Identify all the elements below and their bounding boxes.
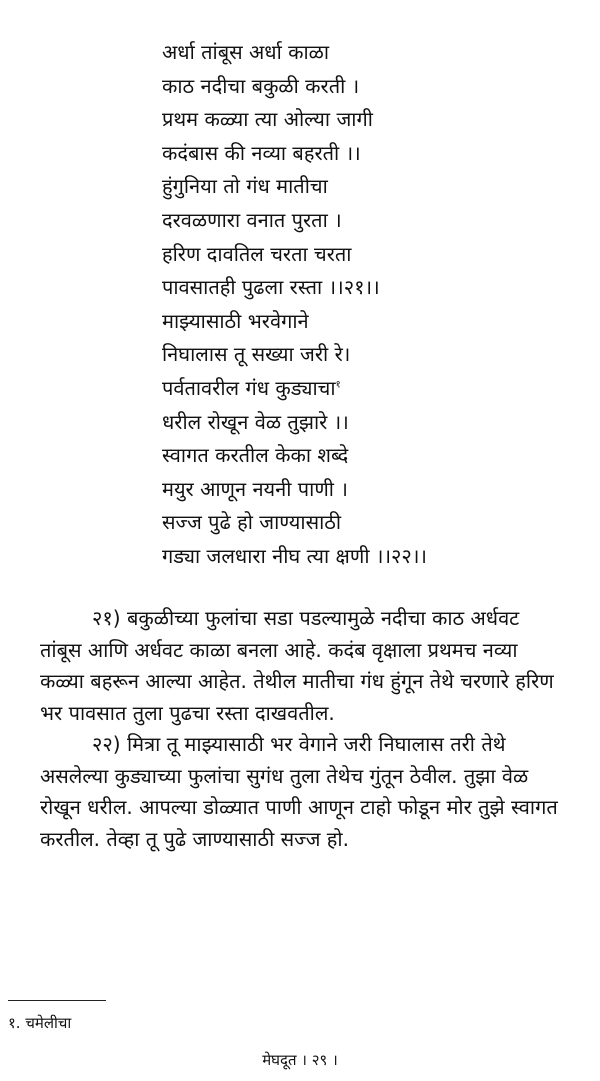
page-footer: मेघदूत । २९ । [262,1051,338,1069]
verse-line: प्रथम कळ्या त्या ओल्या जागी [162,107,373,132]
verse-line: स्वागत करतील केका शब्दे [162,443,349,468]
verse-line: हरिण दावतिल चरता चरता [162,241,352,266]
verse-line: मयुर आणून नयनी पाणी । [162,476,348,501]
paragraph-line: करतील. तेव्हा तू पुढे जाण्यासाठी सज्ज हो. [40,826,349,851]
footnote-marker: १ [335,379,341,391]
verse-line: निघालास तू सख्या जरी रे। [162,342,351,367]
footnote: १. चमेलीचा [8,1014,72,1032]
paragraph-line: भर पावसात तुला पुढचा रस्ता दाखवतील. [40,700,335,725]
paragraph-line: रोखून धरील. आपल्या डोळ्यात पाणी आणून टाहो फोडून मोर तुझे स्वागत [40,795,558,819]
verse-block [162,36,562,574]
paragraph-line: २१) बकुळीच्या फुलांचा सडा पडल्यामुळे नदीचा काठ अर्धवट [92,606,520,630]
verse-line: माझ्यासाठी भरवेगाने [162,308,309,333]
paragraph-line: असलेल्या कुड्याच्या फुलांचा सुगंध तुला तेथेच गुंतून ठेवील. तुझा वेळ [40,763,529,788]
commentary-paragraph-21 [40,603,572,729]
verse-line: सज्ज पुढे हो जाण्यासाठी [162,510,342,535]
verse-line: कदंबास की नव्या बहरती ।। [162,140,361,165]
verse-line-text: पर्वतावरील गंध कुड्याचा [162,375,336,400]
commentary-paragraph-22 [40,729,572,855]
verse-line: गड्या जलधारा नीघ त्या क्षणी ।।२२।। [162,543,427,568]
verse-line-with-footnote [162,372,562,406]
verse-line: अर्धा तांबूस अर्धा काळा [162,40,330,64]
verse-line: पावसातही पुढला रस्ता ।।२१।। [162,275,380,300]
verse-line: धरील रोखून वेळ तुझारे ।। [162,409,349,434]
paragraph-line: तांबूस आणि अर्धवट काळा बनला आहे. कदंब वृक्षाला प्रथमच नव्या [40,637,518,662]
verse-line: दरवळणारा वनात पुरता । [162,207,342,232]
paragraph-line: २२) मित्रा तू माझ्यासाठी भर वेगाने जरी निघालास तरी तेथे [92,732,506,756]
verse-line: काठ नदीचा बकुळी करती । [162,73,360,98]
verse-line: हुंगुनिया तो गंध मातीचा [162,174,328,199]
commentary-block [40,603,572,855]
footnote-divider [8,1000,106,1001]
paragraph-line: कळ्या बहरून आल्या आहेत. तेथील मातीचा गंध हुंगून तेथे चरणारे हरिण [40,669,554,693]
